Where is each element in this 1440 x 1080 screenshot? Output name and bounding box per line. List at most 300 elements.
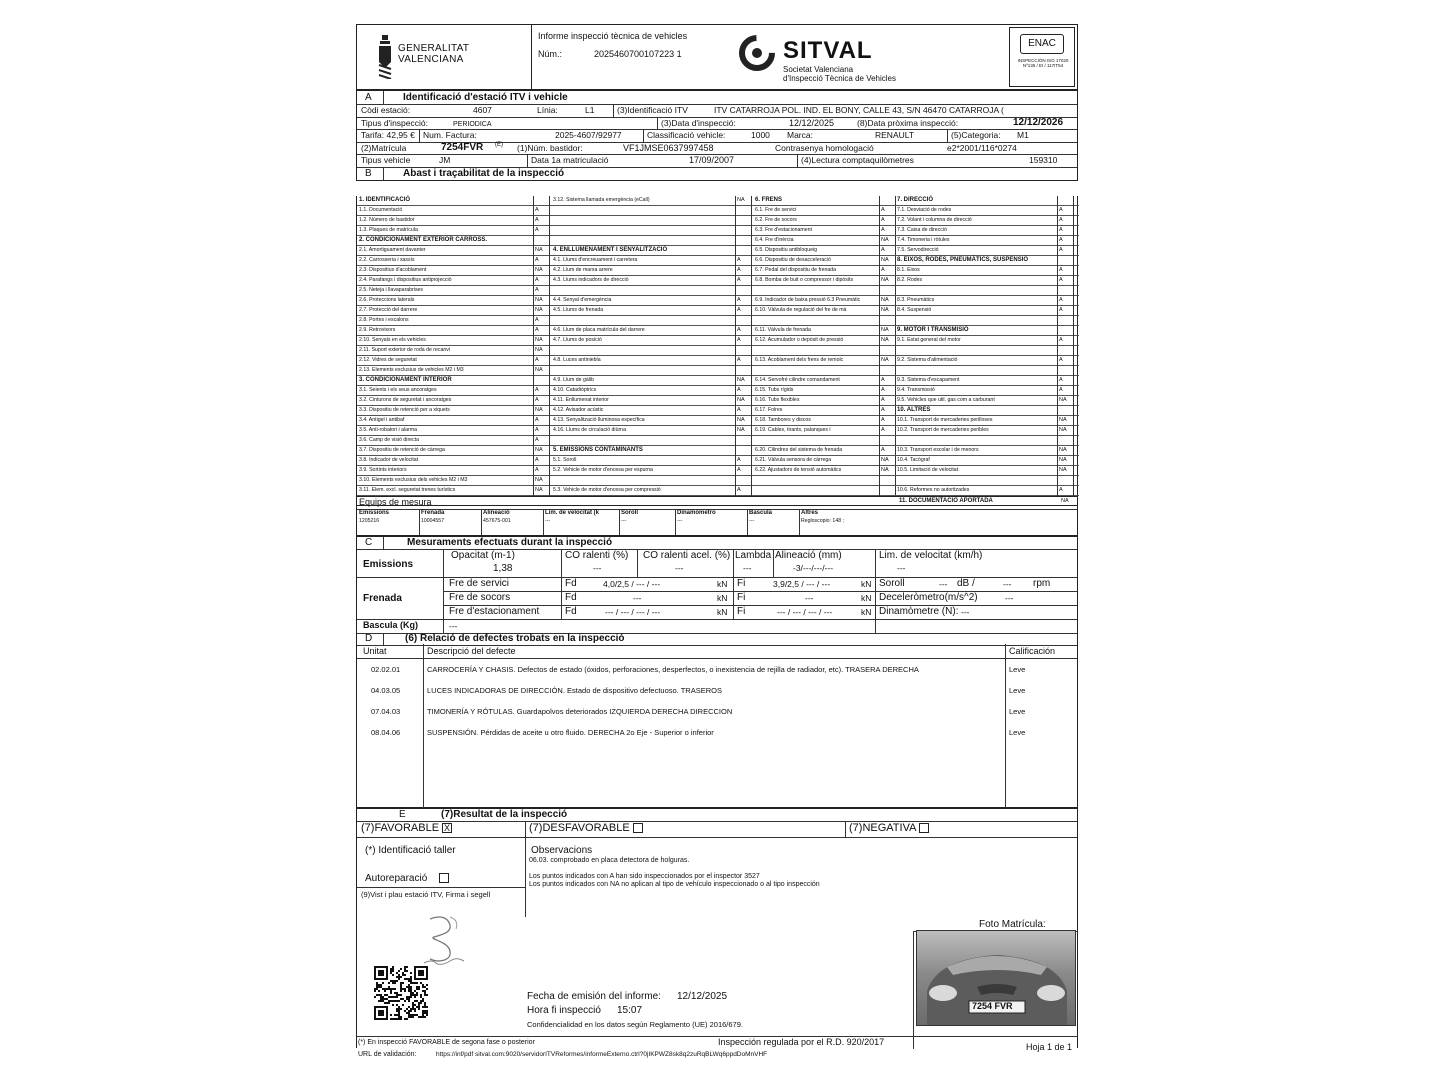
inspection-item (551, 336, 753, 346)
item-label: 7.4. Timoneria i ròtules (897, 237, 950, 243)
codi-label: Còdi estació: (361, 105, 411, 115)
bascula-value: --- (449, 621, 458, 631)
item-value: NA (881, 327, 889, 333)
class-value: 1000 (751, 130, 770, 140)
item-label: 10.6. Reformes no autoritzades (897, 487, 970, 493)
defect-desc: TIMONERÍA Y RÓTULAS. Guardapolvos deteriorados IZQUIERDA DERECHA DIRECCION (427, 707, 733, 716)
inspection-item (753, 406, 895, 416)
bast-value: VF1JMSE0637997458 (623, 143, 714, 153)
item-value: A (1059, 267, 1063, 273)
equip-id: --- (677, 518, 683, 524)
item-value: A (737, 257, 741, 263)
inspection-item (551, 236, 753, 246)
defect-row (357, 706, 1077, 720)
favorable-option (361, 823, 452, 834)
item-value: A (881, 417, 885, 423)
fi-3: Fi (737, 606, 746, 617)
inspection-item (551, 266, 753, 276)
inspection-item (551, 306, 753, 316)
item-value: A (1059, 247, 1063, 253)
generalitat-crest-icon (377, 35, 393, 79)
item-value: A (1059, 237, 1063, 243)
tv-value: JM (439, 155, 451, 165)
defect-desc: CARROCERÍA Y CHASIS. Defectos de estado (óxidos, perforaciones, desperfectos, o inexistencia de rejilla de radiador, etc). TRASERA DERECHA (427, 665, 919, 674)
class-label: Classificació vehicle: (647, 130, 726, 140)
inspection-item (551, 196, 753, 206)
inspection-item (357, 206, 551, 216)
item-label: 1. IDENTIFICACIÓ (359, 197, 411, 203)
item-value: NA (535, 367, 543, 373)
inspection-item (895, 256, 1079, 266)
co-ralenti-label: CO ralenti (%) (565, 550, 629, 561)
inspection-item (357, 226, 551, 236)
item-label: 10.1. Transport de mercaderies perilloses (897, 417, 993, 423)
decel-label: Deceleròmetro(m/s^2) (879, 592, 978, 603)
item-value: A (535, 277, 539, 283)
item-label: 9.2. Sistema d'alimentació (897, 357, 958, 363)
item-label: 3. CONDICIONAMENT INTERIOR (359, 377, 452, 383)
inspection-item (551, 416, 753, 426)
rpm-value: --- (1003, 579, 1012, 589)
alineacio-value: -3/---/---/--- (793, 563, 834, 573)
item-value: A (535, 427, 539, 433)
inspection-item (357, 286, 551, 296)
item-label: 6.9. Indicador de baixa pressió 6.3 Pneumàtic (755, 297, 861, 303)
report-title-block (532, 25, 732, 91)
fd-3-value: --- / --- / --- / --- (605, 607, 661, 617)
cat-label: (5)Categoria: (951, 130, 1001, 140)
item-label: 2.8. Portes i escalons (359, 317, 409, 323)
sitval-name: SITVAL (783, 37, 873, 64)
item-label: 6.19. Cables, tirants, palanques i (755, 427, 831, 433)
item-label: 2.10. Senyals en els vehicles (359, 337, 426, 343)
inspection-item (895, 356, 1079, 366)
d1-label: Data 1a matriculació (531, 155, 609, 165)
opacitat-value: 1,38 (493, 563, 513, 574)
inspection-item (551, 486, 753, 496)
co-ralenti-value: --- (593, 563, 602, 573)
inspection-item (357, 296, 551, 306)
inspection-item (895, 376, 1079, 386)
item-value: A (881, 207, 885, 213)
inspection-item (551, 226, 753, 236)
section-c (356, 536, 1078, 654)
inspection-item (895, 406, 1079, 416)
item-label: 4.3. Llums indicadors de direcció (553, 277, 629, 283)
inspection-item (551, 476, 753, 486)
item-label: 6.3. Fre d'estacionament (755, 227, 812, 233)
contr-value: e2*2001/116*0274 (947, 143, 1017, 153)
item-value: A (535, 387, 539, 393)
num-label: Núm.: (538, 49, 563, 59)
item-value: A (535, 397, 539, 403)
inspection-item (895, 456, 1079, 466)
fd-2: Fd (565, 592, 577, 603)
equip-id: 10004557 (421, 518, 445, 524)
inspection-item (753, 276, 895, 286)
favorable-checkbox: X (444, 823, 451, 834)
item-label: 5. EMISSIONS CONTAMINANTS (553, 447, 643, 453)
desc-header: Descripció del defecte (427, 646, 516, 656)
item-value: A (881, 427, 885, 433)
item-label: 2.1. Amortiguament davanter (359, 247, 426, 253)
inspection-item (551, 216, 753, 226)
item-value: NA (881, 257, 889, 263)
co-acel-label: CO ralenti acel. (%) (643, 550, 731, 561)
item-label: 8.1. Eixos (897, 267, 920, 273)
equip-name: Bascula (749, 510, 773, 516)
item-value: NA (535, 307, 543, 313)
item-value: A (1059, 307, 1063, 313)
item-label: 2.7. Protecció del darrere (359, 307, 418, 313)
item-label: 4.6. Llum de placa matrícula del darrere (553, 327, 645, 333)
item-value: A (535, 437, 539, 443)
inspection-item (753, 316, 895, 326)
desfavorable-label: (7)DESFAVORABLE (529, 822, 630, 834)
enac-sub: INSPECCIÓN ISO 17020 Nº135 / EI / 117IT54 (1017, 58, 1069, 68)
inspection-item (551, 366, 753, 376)
equip-id: 1205216 (359, 518, 380, 524)
linia-value: L1 (585, 105, 595, 115)
inspection-item (895, 416, 1079, 426)
item-value: A (737, 267, 741, 273)
item-label: 8.4. Suspensió (897, 307, 932, 313)
inspection-item (753, 466, 895, 476)
item-label: 2.12. Vidres de seguretat (359, 357, 417, 363)
fi-2-value: --- (805, 593, 814, 603)
section-c-title: Mesuraments efectuats durant la inspecció (407, 537, 613, 548)
inspection-item (357, 486, 551, 496)
item-label: 4. ENLLUMENAMENT I SENYALITZACIÓ (553, 247, 668, 253)
item-value: NA (1059, 447, 1067, 453)
contr-label: Contrasenya homologació (775, 143, 874, 153)
item-label: 3.7. Dispositiu de retenció de càrrega (359, 447, 445, 453)
unitat-header: Unitat (363, 646, 387, 656)
inspection-item (357, 256, 551, 266)
inspection-item (895, 296, 1079, 306)
item-value: NA (737, 377, 745, 383)
item-value: NA (737, 197, 745, 203)
item-label: 6.16. Tubs flexibles (755, 397, 800, 403)
inspection-item (551, 386, 753, 396)
inspection-item (753, 296, 895, 306)
inspection-item (753, 246, 895, 256)
rpm-unit: rpm (1033, 578, 1051, 589)
tipus-value: PERIODICA (453, 121, 492, 128)
item-value: NA (737, 417, 745, 423)
inspection-item (551, 356, 753, 366)
item-label: 8.3. Pneumàtics (897, 297, 935, 303)
item-value: NA (881, 297, 889, 303)
fi-3-value: --- / --- / --- / --- (777, 607, 833, 617)
item-label: 4.10. Catadiòptrics (553, 387, 597, 393)
item-value: NA (881, 467, 889, 473)
item-value: NA (1059, 397, 1067, 403)
item-value: NA (535, 447, 543, 453)
inspection-item (753, 216, 895, 226)
fre-socors-label: Fre de socors (449, 592, 511, 603)
item-value: A (881, 397, 885, 403)
defect-cal: Leve (1009, 728, 1026, 737)
inspection-item (357, 436, 551, 446)
obs-line2: Los puntos indicados con A han sido inspeccionados por el inspector 3527 (529, 873, 760, 880)
item-value: A (535, 257, 539, 263)
item-label: 3.8. Indicador de velocitat (359, 457, 419, 463)
inspection-item (551, 376, 753, 386)
inspection-item (551, 406, 753, 416)
item-label: 1.3. Plaques de matrícula (359, 227, 418, 233)
enac-seal (1009, 27, 1075, 87)
inspection-item (753, 266, 895, 276)
dinam-value: --- (961, 607, 970, 617)
fi-2: Fi (737, 592, 746, 603)
item-label: 6. FRENS (755, 197, 783, 203)
inspection-item (551, 276, 753, 286)
db-unit: dB / (957, 578, 975, 589)
section-b-letter: B (365, 168, 372, 179)
item-label: 6.8. Bomba de buit o compressor i dipòsits (755, 277, 854, 283)
item-value: A (1059, 487, 1063, 493)
codi-value: 4607 (473, 105, 492, 115)
inspection-item (551, 326, 753, 336)
item-value: NA (535, 477, 543, 483)
inspection-item (753, 356, 895, 366)
inspection-item (357, 406, 551, 416)
inspection-item (551, 316, 753, 326)
item-label: 4.16. Llums de circulació diürna (553, 427, 626, 433)
inspection-item (551, 466, 753, 476)
item-value: NA (1059, 457, 1067, 463)
item-label: 7.1. Desviació de rodes (897, 207, 952, 213)
inspection-item (551, 456, 753, 466)
limv-value: --- (897, 563, 906, 573)
item-value: A (1059, 387, 1063, 393)
dinam-label: Dinamòmetre (N): (879, 606, 959, 617)
visto-label: (9)Vist i plau estació ITV, Firma i segell (361, 890, 491, 899)
obs-label: Observacions (531, 845, 593, 856)
equip-id: Regloscopio: 148 ; (801, 518, 844, 524)
marca-value: RENAULT (875, 130, 915, 140)
item-label: 9. MOTOR I TRANSMISIÓ (897, 327, 969, 333)
negativa-checkbox (919, 823, 929, 833)
defect-unit: 04.03.05 (371, 686, 401, 695)
item-label: 6.6. Dispositiu de desacceleració (755, 257, 831, 263)
validation-url[interactable]: https://inf/pdf sitval.com:9020/servidorITVReformes/informeExterno.ctrl?0jIKPWZ8sk8q2zuRqBLWq6ppdDoMnVHF (436, 1051, 768, 1058)
inspection-item (357, 246, 551, 256)
soroll-label: Soroll (879, 578, 905, 589)
item-label: 6.20. Cilindres del sistema de frenada (755, 447, 843, 453)
fecha-value: 12/12/2025 (677, 991, 728, 1002)
inspection-item (357, 306, 551, 316)
lambda-label: Lambda (735, 550, 772, 561)
footer-page: Hoja 1 de 1 (1026, 1042, 1073, 1052)
item-label: 3.12. Sistema llamada emergència (eCall) (553, 197, 650, 203)
mat-label: (2)Matrícula (361, 143, 407, 153)
inspection-item (753, 206, 895, 216)
item-value: A (737, 327, 741, 333)
alineacio-label: Alineació (mm) (775, 550, 842, 561)
lect-label: (4)Lectura comptaquilòmetres (801, 155, 914, 165)
item-value: A (737, 357, 741, 363)
item-value: A (1059, 277, 1063, 283)
inspection-item (357, 396, 551, 406)
item-label: 6.21. Vàlvula sensora de càrrega (755, 457, 832, 463)
item-label: 10.2. Transport de mercaderies peribles (897, 427, 989, 433)
item-value: NA (1059, 417, 1067, 423)
defect-row (357, 727, 1077, 741)
fd-1: Fd (565, 578, 577, 589)
inspection-item (357, 336, 551, 346)
inspection-item (753, 326, 895, 336)
item-value: A (881, 247, 885, 253)
section-c-letter: C (365, 537, 373, 548)
hora-value: 15:07 (617, 1005, 643, 1016)
fd-3: Fd (565, 606, 577, 617)
item-label: 3.11. Elem. excl. seguretat trenes turístics (359, 487, 456, 493)
defect-cal: Leve (1009, 707, 1026, 716)
item-value: A (881, 377, 885, 383)
item-label: 3.2. Cinturons de seguretat i ancoratges (359, 397, 452, 403)
item-label: 1.1. Documentació (359, 207, 403, 213)
hora-label: Hora fi inspecció (527, 1005, 601, 1016)
inspection-item (357, 456, 551, 466)
soroll-value: --- (939, 579, 948, 589)
fre-est-label: Fre d'estacionament (449, 606, 540, 617)
co-acel-value: --- (675, 563, 684, 573)
inspection-item (895, 336, 1079, 346)
item-value: NA (535, 267, 543, 273)
item-value: NA (737, 427, 745, 433)
inspection-item (753, 286, 895, 296)
item-value: A (535, 207, 539, 213)
equip-id: --- (749, 518, 755, 524)
equip-name: Altres (801, 510, 819, 516)
item-label: 1.2. Número de bastidor (359, 217, 415, 223)
item-value: A (881, 227, 885, 233)
equip-id: --- (621, 518, 627, 524)
item-label: 4.9. Llum de gàlib (553, 377, 594, 383)
item-label: 10. ALTRES (897, 407, 931, 413)
inspection-item (551, 346, 753, 356)
inspection-item (551, 446, 753, 456)
item-value: NA (535, 487, 543, 493)
item-value: A (535, 457, 539, 463)
doc-aportada-value: NA (1061, 498, 1069, 504)
item-label: 7.5. Servodirecció (897, 247, 939, 253)
fd-1-value: 4,0/2,5 / --- / --- (603, 579, 661, 589)
prox-label: (8)Data pròxima inspecció: (857, 118, 959, 128)
footer-note: (*) En inspecció FAVORABLE de segona fase o posterior (358, 1039, 535, 1046)
equips-label: Equips de mesura (359, 497, 432, 507)
kn-4: kN (861, 579, 872, 589)
defect-desc: LUCES INDICADORAS DE DIRECCIÓN. Estado de dispositivo defectuoso. TRASEROS (427, 686, 722, 695)
factura-label: Num. Factura: (423, 130, 477, 140)
inspection-item (895, 246, 1079, 256)
item-value: NA (1059, 467, 1067, 473)
defect-cal: Leve (1009, 665, 1026, 674)
item-value: A (535, 227, 539, 233)
item-label: 9.1. Estat general del motor (897, 337, 961, 343)
negativa-option (849, 823, 929, 834)
item-label: 4.5. Llums de frenada (553, 307, 604, 313)
item-value: A (737, 407, 741, 413)
item-label: 3.6. Camp de visió directa (359, 437, 419, 443)
item-label: 6.2. Fre de socors (755, 217, 797, 223)
inspection-item (753, 346, 895, 356)
item-label: 10.3. Transport escolar i de menors (897, 447, 979, 453)
inspection-item (753, 486, 895, 496)
item-label: 2.6. Proteccions laterals (359, 297, 415, 303)
inspection-item (357, 346, 551, 356)
item-label: 4.12. Avisador acústic (553, 407, 604, 413)
inspection-item (357, 236, 551, 246)
item-value: A (535, 327, 539, 333)
enac-label: ENAC (1020, 34, 1064, 54)
item-label: 4.4. Senyal d'emergència (553, 297, 612, 303)
defect-row (357, 685, 1077, 699)
inspection-item (895, 366, 1079, 376)
doc-aportada: 11. DOCUMENTACIÓ APORTADA (899, 498, 993, 504)
item-value: A (535, 417, 539, 423)
mat-value: 7254FVR (441, 142, 484, 153)
item-value: A (1059, 337, 1063, 343)
item-label: 3.4. Antigel i antibaf (359, 417, 405, 423)
inspection-item (357, 386, 551, 396)
report-title: Informe inspecció tècnica de vehicles (538, 31, 688, 41)
inspection-item (357, 196, 551, 206)
item-value: A (881, 407, 885, 413)
item-label: 2. CONDICIONAMENT EXTERIOR CARROSS. (359, 237, 488, 243)
inspection-item (753, 376, 895, 386)
section-d-title: (6) Relació de defectes trobats en la inspecció (405, 633, 625, 644)
bast-label: (1)Núm. bastidor: (517, 143, 583, 153)
inspection-item (551, 296, 753, 306)
defect-unit: 07.04.03 (371, 707, 401, 716)
fi-1: Fi (737, 578, 746, 589)
item-value: NA (881, 457, 889, 463)
linia-label: Línia: (537, 105, 558, 115)
item-label: 3.10. Elements exclusius dels vehicles M2 i M3 (359, 477, 468, 483)
item-label: 6.22. Ajustadors de tensió automàtics (755, 467, 842, 473)
inspection-item (753, 446, 895, 456)
item-label: 9.3. Sistema d'escapament (897, 377, 960, 383)
inspection-item (357, 316, 551, 326)
inspection-item (551, 206, 753, 216)
vehicle-plate-photo (916, 930, 1076, 1026)
inspection-item (753, 426, 895, 436)
item-label: 7.3. Caixa de direcció (897, 227, 947, 233)
section-e-title: (7)Resultat de la inspecció (441, 809, 568, 820)
equip-id: 457675-001 (483, 518, 511, 524)
inspection-item (357, 376, 551, 386)
gv-line1: GENERALITAT (398, 43, 470, 54)
defect-cal: Leve (1009, 686, 1026, 695)
lect-value: 159310 (1029, 155, 1058, 165)
item-label: 6.7. Pedal del dispositiu de frenada (755, 267, 837, 273)
item-label: 3.3. Dispositiu de retenció per a xiquets (359, 407, 450, 413)
item-label: 5.3. Vehicle de motor d'encesa per compressió (553, 487, 661, 493)
ident-value: ITV CATARROJA POL. IND. EL BONY, CALLE 43, S/N 46470 CATARROJA ( (714, 105, 1004, 115)
mat-sup: (E) (495, 142, 503, 148)
item-label: 9.4. Transmissió (897, 387, 935, 393)
item-value: NA (881, 337, 889, 343)
item-value: A (1059, 227, 1063, 233)
item-value: A (881, 447, 885, 453)
item-label: 2.3. Dispositius d'acoblament (359, 267, 427, 273)
equip-name: Frenada (421, 510, 445, 516)
equip-name: Soroll (621, 510, 639, 516)
inspection-item (753, 226, 895, 236)
